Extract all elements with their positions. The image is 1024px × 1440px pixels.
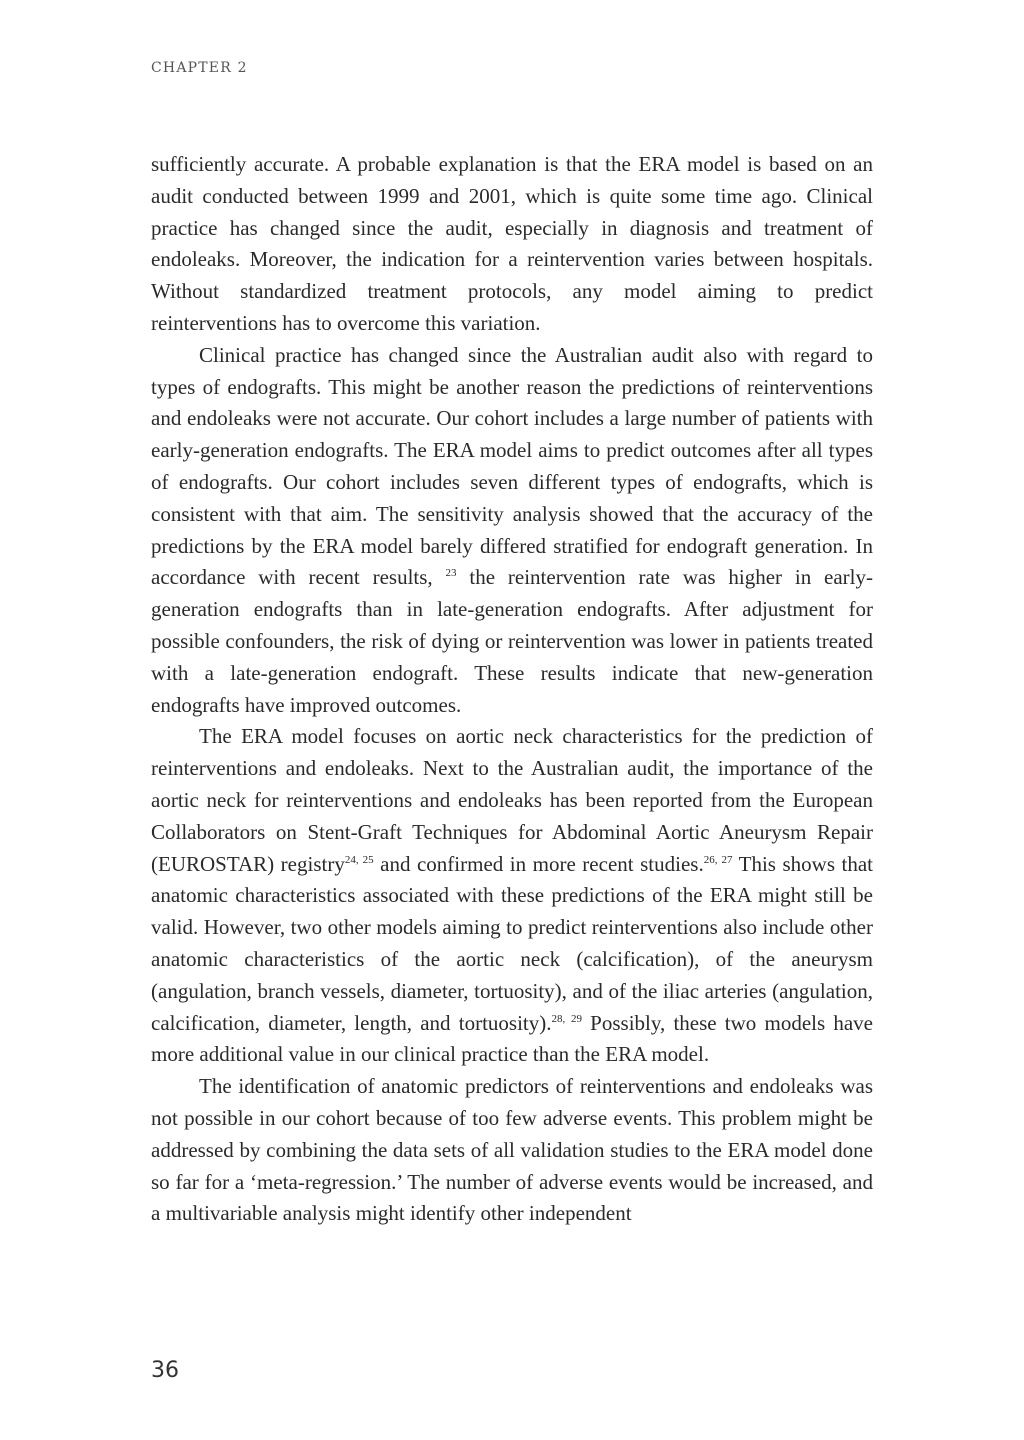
text-segment: sufficiently accurate. A probable explanation is that the ERA model is based on an audit conducted between 1999 and 2001, which is quite some time ago. Clinical practice has changed since the audit, especially in diagnosis and treatment of endoleaks. Moreover, the indication for a reintervention varies between hospitals. Without standardized treatment protocols, any model aiming to predict reinterventions has to overcome this variation.: [151, 152, 873, 335]
citation-superscript: 24, 25: [344, 853, 374, 866]
paragraph: [151, 1071, 873, 1230]
citation-superscript: 28, 29: [551, 1012, 582, 1025]
paragraph: [151, 149, 873, 340]
text-segment: This shows that anatomic characteristics associated with these predictions of the ERA might still be valid. However, two other models aiming to predict reinterventions also include other anatomic characteristics of the aortic neck (calcification), of the aneurysm (angulation, branch vessels, diameter, tortuosity), and of the iliac arteries (angulation, calcification, diameter, length, and tortuosity).: [151, 851, 873, 1035]
running-head: CHAPTER 2: [151, 60, 248, 76]
paragraph: [151, 340, 873, 722]
text-segment: Clinical practice has changed since the Australian audit also with regard to types of endografts. This might be another reason the predictions of reinterventions and endoleaks were not accurate. Our cohort includes a large number of patients with early-generation endografts. The ERA model aims to predict outcomes after all types of endografts. Our cohort includes seven different types of endografts, which is consistent with that aim. The sensitivity analysis showed that the accuracy of the predictions by the ERA model barely differed stratified for endograft generation. In accordance with recent results,: [151, 342, 873, 590]
text-segment: The identification of anatomic predictors of reinterventions and endoleaks was not possible in our cohort because of too few adverse events. This problem might be addressed by combining the data sets of all validation studies to the ERA model done so far for a ‘meta-regression.’ The number of adverse events would be increased, and a multivariable analysis might identify other independent: [151, 1074, 873, 1226]
text-segment: Possibly, these two models have more additional value in our clinical practice than the ERA model.: [151, 1010, 874, 1067]
text-segment: The ERA model focuses on aortic neck characteristics for the prediction of reinterventions and endoleaks. Next to the Australian audit, the importance of the aortic neck for reinterventions and endoleaks has been reported from the European Collaborators on Stent-Graft Techniques for Abdominal Aortic Aneurysm Repair (EUROSTAR) registry: [151, 724, 873, 876]
citation-superscript: 23: [445, 567, 457, 580]
text-segment: the reintervention rate was higher in early-generation endografts than in late-generation endografts. After adjustment for possible confounders, the risk of dying or reintervention was lower in patients treated with a late-generation endograft. These results indicate that new-generation endografts have improved outcomes.: [151, 565, 874, 717]
citation-superscript: 26, 27: [703, 853, 733, 866]
paragraph: [151, 721, 873, 1071]
body-text: [151, 149, 873, 1230]
page-number: 36: [151, 1358, 179, 1383]
text-segment: and confirmed in more recent studies.: [373, 851, 704, 876]
